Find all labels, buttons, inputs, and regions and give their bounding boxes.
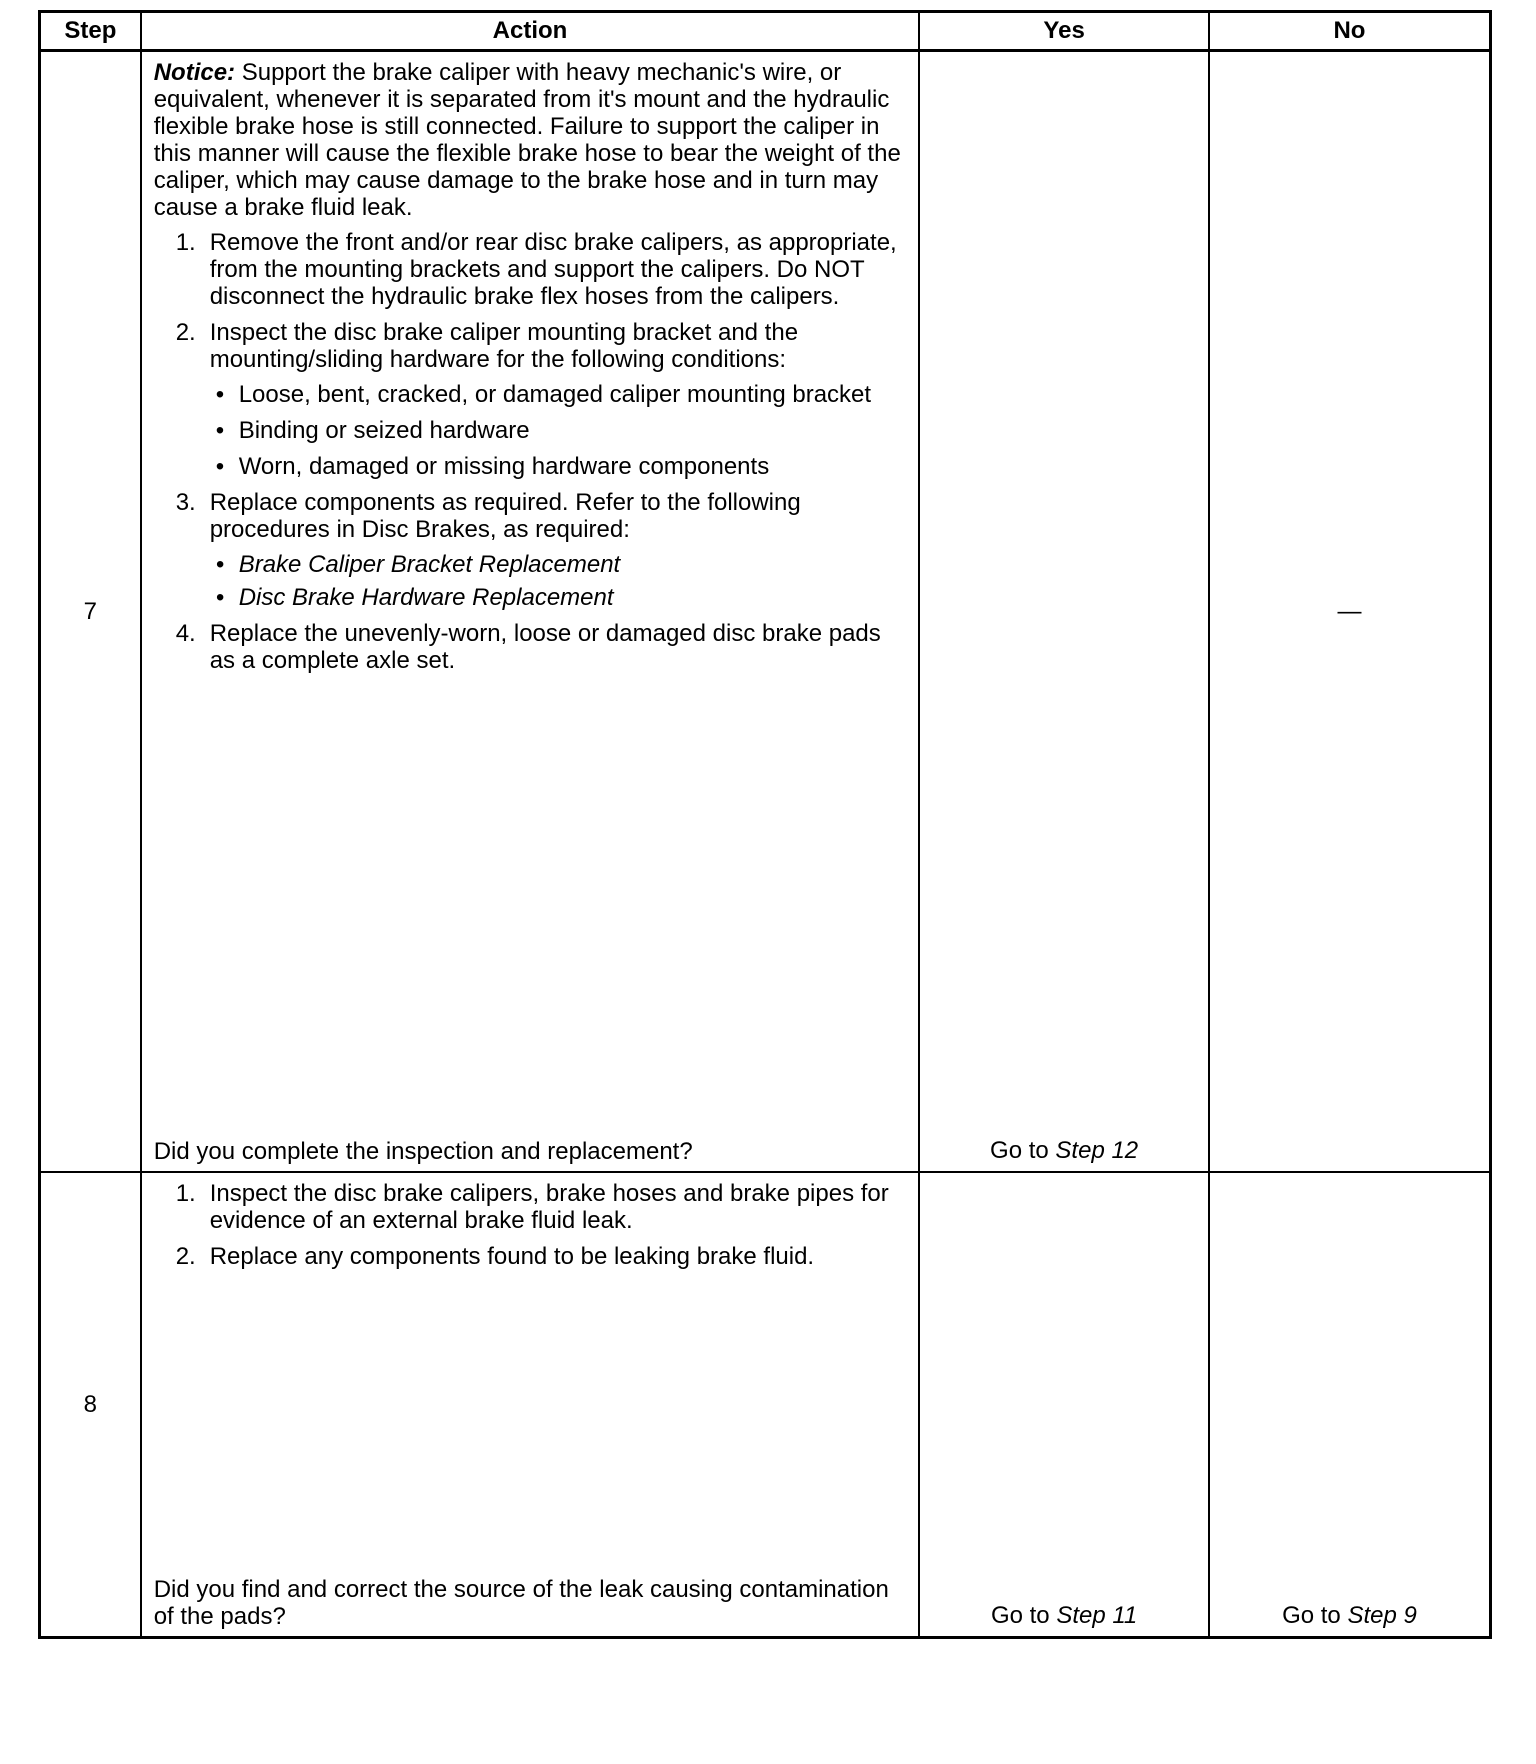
step-number: 7 [40, 51, 141, 1173]
notice-label: Notice: [153, 59, 236, 86]
list-item [154, 620, 907, 674]
procedure-reference: • Disc Brake Hardware Replacement [210, 584, 907, 611]
bullet-item: • Binding or seized hardware [210, 417, 907, 444]
item-number: 2. [175, 1243, 196, 1270]
step-number: 8 [40, 1172, 141, 1638]
no-cell: — [1209, 51, 1491, 1173]
item-text: Inspect the disc brake calipers, brake hoses and brake pipes for evidence of an external brake fluid leak. [209, 1180, 889, 1234]
item-number: 4. [175, 620, 196, 647]
no-prefix: Go to [1282, 1602, 1348, 1629]
action-steps-list [154, 229, 907, 683]
action-cell [141, 1172, 920, 1638]
no-step-reference: Step 9 [1347, 1602, 1417, 1629]
conditions-list [210, 381, 907, 480]
header-yes: Yes [919, 12, 1209, 51]
item-number: 2. [175, 319, 196, 346]
no-cell [1209, 1172, 1491, 1638]
item-text: Remove the front and/or rear disc brake calipers, as appropriate, from the mounting brackets and support the calipers. Do NOT disconnect the hydraulic brake flex hoses from the calipers. [209, 229, 897, 310]
item-text: Replace components as required. Refer to the following procedures in Disc Brakes, as required: [209, 489, 801, 543]
header-row [40, 12, 1491, 51]
yes-step-reference: Step 11 [1056, 1602, 1138, 1629]
yes-prefix: Go to [990, 1602, 1057, 1629]
item-text: Replace the unevenly-worn, loose or damaged disc brake pads as a complete axle set. [209, 620, 881, 674]
header-step: Step [40, 12, 141, 51]
step-question: Did you complete the inspection and replacement? [153, 1138, 693, 1165]
header-no: No [1209, 12, 1491, 51]
yes-cell [919, 1172, 1209, 1638]
notice-text: Support the brake caliper with heavy mechanic's wire, or equivalent, whenever it is separated from it's mount and the hydraulic flexible brake hose is still connected. Failure to support the caliper in this manner will cause the flexible brake hose to bear the weight of the caliper, which may cause damage to the brake hose and in turn may cause a brake fluid leak. [153, 59, 901, 221]
header-action: Action [141, 12, 920, 51]
list-item [154, 1180, 907, 1234]
action-steps-list [154, 1180, 907, 1279]
item-text: Inspect the disc brake caliper mounting bracket and the mounting/sliding hardware for the following conditions: [209, 319, 799, 373]
list-item [154, 319, 907, 480]
item-number: 3. [175, 489, 196, 516]
table-row-step-7 [40, 51, 1491, 1173]
list-item [154, 1243, 907, 1270]
item-text: Replace any components found to be leaking brake fluid. [209, 1243, 815, 1270]
yes-prefix: Go to [990, 1137, 1056, 1164]
item-number: 1. [175, 229, 196, 256]
item-number: 1. [175, 1180, 196, 1207]
procedure-reference: • Brake Caliper Bracket Replacement [210, 551, 907, 578]
step-question: Did you find and correct the source of the leak causing contamination of the pads? [153, 1576, 889, 1630]
diagnostic-table [38, 10, 1492, 1639]
yes-step-reference: Step 12 [1055, 1137, 1139, 1164]
notice-paragraph [154, 59, 907, 221]
procedures-list [210, 551, 907, 611]
bullet-item: • Worn, damaged or missing hardware components [210, 453, 907, 480]
bullet-item: • Loose, bent, cracked, or damaged caliper mounting bracket [210, 381, 907, 408]
list-item [154, 229, 907, 310]
page [38, 10, 1492, 1639]
yes-cell [919, 51, 1209, 1173]
table-row-step-8 [40, 1172, 1491, 1638]
list-item [154, 489, 907, 611]
action-cell [141, 51, 920, 1173]
